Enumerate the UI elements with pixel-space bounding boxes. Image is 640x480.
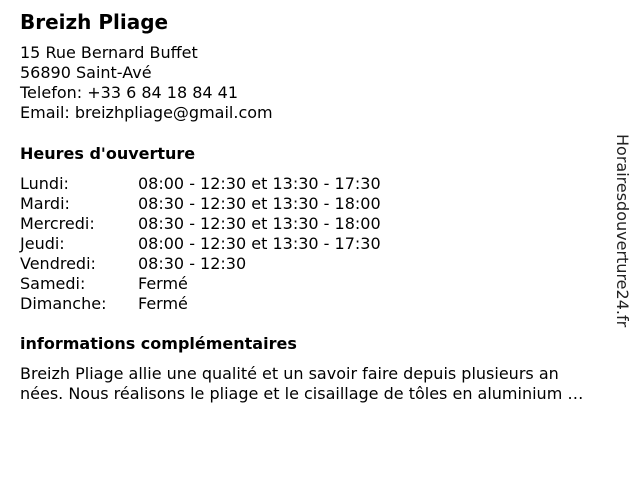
address-street: 15 Rue Bernard Buffet [20,43,198,62]
hours-row-monday [20,174,381,194]
hours-row-thursday [20,234,381,254]
business-name: Breizh Pliage [20,10,169,34]
day-label: Vendredi: [20,254,96,273]
description-line-2: nées. Nous réalisons le pliage et le cisaillage de tôles en aluminium … [20,384,584,403]
day-label: Lundi: [20,174,69,193]
site-watermark: Horairesdouverture24.fr [613,134,632,328]
hours-row-saturday [20,274,381,294]
day-label: Jeudi: [20,234,65,253]
description-line-1: Breizh Pliage allie une qualité et un savoir faire depuis plusieurs an [20,364,559,383]
hours-row-sunday [20,294,381,314]
business-description [20,364,635,404]
time-value: 08:00 - 12:30 et 13:30 - 17:30 [138,174,381,193]
opening-hours-table [20,174,381,314]
hours-row-tuesday [20,194,381,214]
day-label: Samedi: [20,274,86,293]
day-label: Mercredi: [20,214,95,233]
time-value: 08:30 - 12:30 [138,254,247,273]
additional-info-heading: informations complémentaires [20,334,297,353]
day-label: Dimanche: [20,294,107,313]
time-value: 08:30 - 12:30 et 13:30 - 18:00 [138,194,381,213]
opening-hours-heading: Heures d'ouverture [20,144,196,163]
hours-row-friday [20,254,381,274]
address-block [20,43,273,123]
day-label: Mardi: [20,194,70,213]
phone-number: Telefon: +33 6 84 18 84 41 [20,83,239,102]
address-city: 56890 Saint-Avé [20,63,152,82]
hours-row-wednesday [20,214,381,234]
email-address: Email: breizhpliage@gmail.com [20,103,273,122]
time-value: Fermé [138,294,188,313]
time-value: 08:00 - 12:30 et 13:30 - 17:30 [138,234,381,253]
time-value: Fermé [138,274,188,293]
time-value: 08:30 - 12:30 et 13:30 - 18:00 [138,214,381,233]
